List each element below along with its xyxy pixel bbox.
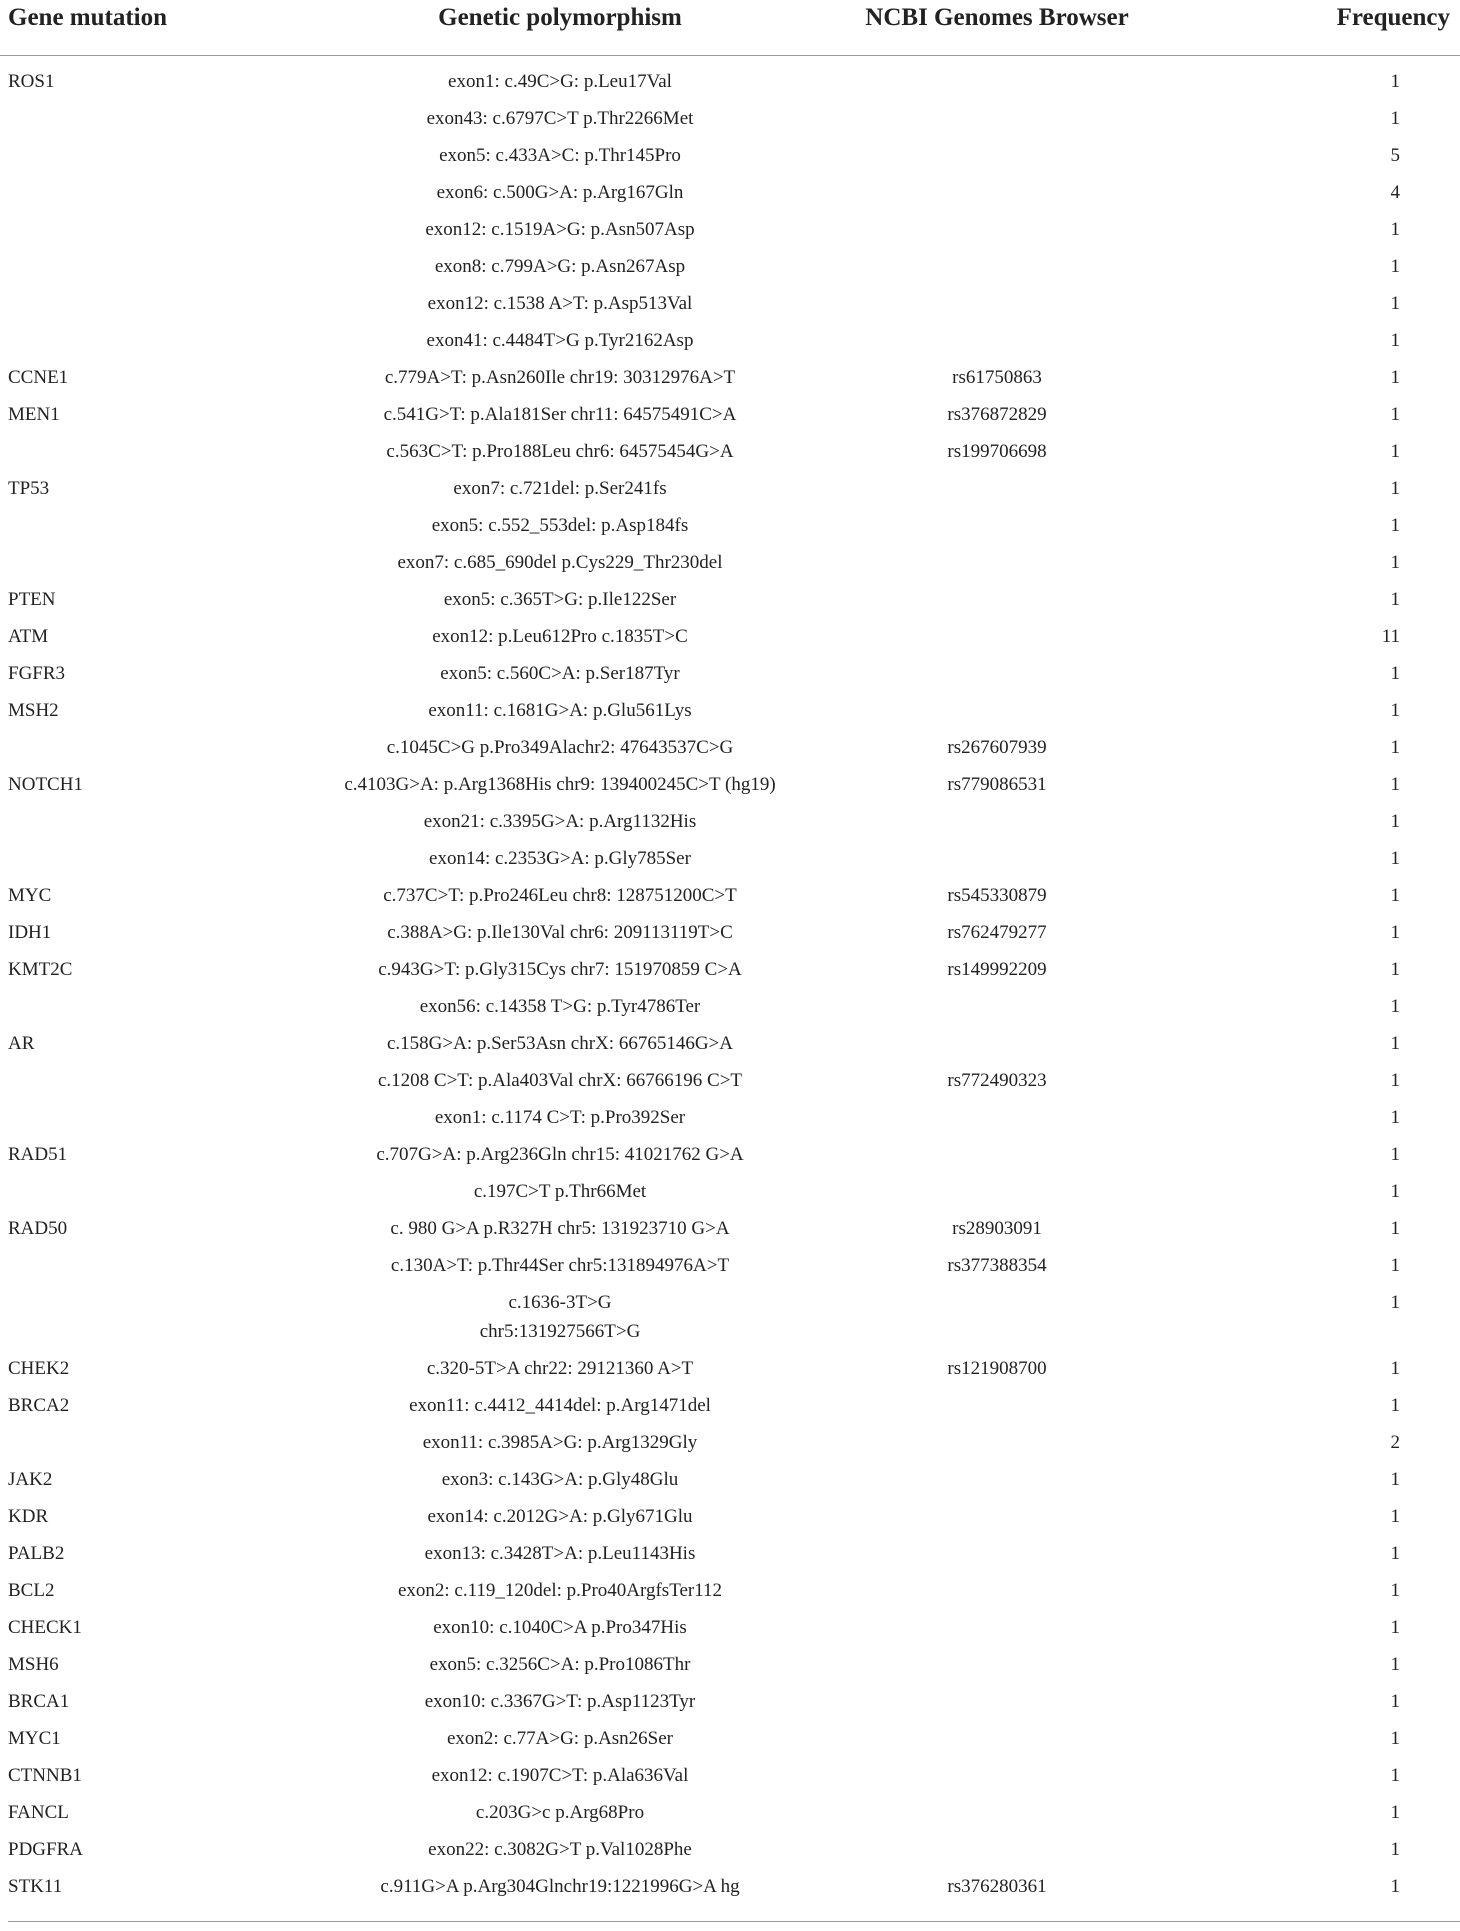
gene-mutation-cell: BRCA1	[8, 1691, 70, 1712]
frequency-cell: 1	[1390, 293, 1400, 314]
table-row	[0, 252, 1460, 289]
genetic-polymorphism-cell: exon21: c.3395G>A: p.Arg1132His	[423, 811, 697, 832]
gene-mutation-cell: PALB2	[8, 1543, 65, 1564]
table-row	[0, 178, 1460, 215]
gene-mutation-cell: RAD51	[8, 1144, 68, 1165]
frequency-cell: 1	[1390, 108, 1400, 129]
ncbi-id-cell	[820, 252, 1174, 289]
ncbi-id-cell	[820, 1428, 1174, 1465]
ncbi-id-cell	[820, 1177, 1174, 1214]
ncbi-id-cell	[820, 1502, 1174, 1539]
table-row	[0, 1613, 1460, 1650]
table-row	[0, 1288, 1460, 1354]
ncbi-id-cell	[820, 1103, 1174, 1140]
frequency-cell: 1	[1390, 1358, 1400, 1379]
frequency-cell: 1	[1390, 1395, 1400, 1416]
table-row	[0, 1251, 1460, 1288]
ncbi-id-cell	[820, 696, 1174, 733]
table-row	[0, 1687, 1460, 1724]
genetic-polymorphism-cell: c.779A>T: p.Asn260Ile chr19: 30312976A>T	[384, 367, 736, 388]
table-row	[0, 585, 1460, 622]
ncbi-id-cell: rs61750863	[952, 367, 1042, 388]
table-row	[0, 511, 1460, 548]
genetic-polymorphism-cell: c.707G>A: p.Arg236Gln chr15: 41021762 G>A	[376, 1144, 744, 1165]
frequency-cell: 1	[1390, 1654, 1400, 1675]
genetic-polymorphism-cell: exon12: c.1907C>T: p.Ala636Val	[431, 1765, 689, 1786]
genetic-polymorphism-cell: c.4103G>A: p.Arg1368His chr9: 139400245C>T (hg19)	[344, 774, 776, 795]
genetic-polymorphism-cell: exon12: p.Leu612Pro c.1835T>C	[432, 626, 688, 647]
frequency-cell: 1	[1390, 71, 1400, 92]
ncbi-id-cell	[820, 622, 1174, 659]
genetic-polymorphism-cell: exon11: c.3985A>G: p.Arg1329Gly	[422, 1432, 698, 1453]
genetic-polymorphism-cell: exon11: c.4412_4414del: p.Arg1471del	[409, 1395, 711, 1416]
ncbi-id-cell: rs376872829	[947, 404, 1047, 425]
table-row	[0, 474, 1460, 511]
gene-mutation-cell: KMT2C	[8, 959, 73, 980]
frequency-cell: 1	[1390, 1255, 1400, 1276]
header-frequency: Frequency	[1174, 0, 1460, 56]
ncbi-id-cell: rs762479277	[947, 922, 1047, 943]
frequency-cell: 1	[1390, 1802, 1400, 1823]
ncbi-id-cell	[820, 1650, 1174, 1687]
ncbi-id-cell	[820, 1687, 1174, 1724]
genetic-polymorphism-cell: exon3: c.143G>A: p.Gly48Glu	[441, 1469, 679, 1490]
genetic-polymorphism-cell: c.203G>c p.Arg68Pro	[475, 1802, 645, 1823]
table-row	[0, 733, 1460, 770]
frequency-cell: 2	[1390, 1432, 1400, 1453]
table-row	[0, 992, 1460, 1029]
genetic-polymorphism-cell: exon5: c.560C>A: p.Ser187Tyr	[440, 663, 680, 684]
frequency-cell: 1	[1390, 552, 1400, 573]
genetic-polymorphism-cell: exon12: c.1519A>G: p.Asn507Asp	[425, 219, 695, 240]
frequency-cell: 1	[1390, 959, 1400, 980]
frequency-cell: 5	[1390, 145, 1400, 166]
ncbi-id-cell	[820, 289, 1174, 326]
table-row	[0, 437, 1460, 474]
genetic-polymorphism-cell: exon1: c.1174 C>T: p.Pro392Ser	[434, 1107, 686, 1128]
table-row	[0, 548, 1460, 585]
ncbi-id-cell: rs377388354	[947, 1255, 1047, 1276]
frequency-cell: 1	[1390, 774, 1400, 795]
ncbi-id-cell	[820, 1391, 1174, 1428]
frequency-cell: 1	[1390, 404, 1400, 425]
genetic-polymorphism-cell: c.943G>T: p.Gly315Cys chr7: 151970859 C>A	[378, 959, 742, 980]
table-row	[0, 215, 1460, 252]
table-row	[0, 881, 1460, 918]
ncbi-id-cell	[820, 807, 1174, 844]
table-row	[0, 289, 1460, 326]
ncbi-id-cell	[820, 1613, 1174, 1650]
table-row	[0, 1798, 1460, 1835]
ncbi-id-cell	[820, 1465, 1174, 1502]
ncbi-id-cell: rs267607939	[947, 737, 1047, 758]
frequency-cell: 1	[1390, 1070, 1400, 1091]
gene-mutation-cell	[0, 548, 300, 585]
table-row	[0, 1465, 1460, 1502]
gene-mutation-cell: NOTCH1	[8, 774, 83, 795]
gene-mutation-cell: MSH2	[8, 700, 59, 721]
frequency-cell: 1	[1390, 478, 1400, 499]
frequency-cell: 1	[1390, 663, 1400, 684]
table-row	[0, 56, 1460, 105]
genetic-polymorphism-cell: exon5: c.3256C>A: p.Pro1086Thr	[429, 1654, 691, 1675]
genetic-polymorphism-cell: c.1045C>G p.Pro349Alachr2: 47643537C>G	[386, 737, 734, 758]
genetic-polymorphism-cell	[300, 1288, 820, 1354]
gene-mutation-cell: MSH6	[8, 1654, 59, 1675]
frequency-cell: 1	[1390, 1839, 1400, 1860]
genetic-polymorphism-cell: c.158G>A: p.Ser53Asn chrX: 66765146G>A	[387, 1033, 733, 1054]
gene-mutation-cell	[0, 1066, 300, 1103]
table-row	[0, 844, 1460, 881]
table-row	[0, 141, 1460, 178]
frequency-cell: 1	[1390, 256, 1400, 277]
frequency-cell: 1	[1390, 848, 1400, 869]
genetic-polymorphism-cell: exon5: c.552_553del: p.Asp184fs	[431, 515, 689, 536]
genetic-polymorphism-cell: c.320-5T>A chr22: 29121360 A>T	[426, 1358, 694, 1379]
ncbi-id-cell: rs545330879	[947, 885, 1047, 906]
table-row	[0, 955, 1460, 992]
table-row	[0, 104, 1460, 141]
frequency-cell: 1	[1390, 367, 1400, 388]
frequency-cell: 1	[1390, 1506, 1400, 1527]
gene-mutation-cell	[0, 326, 300, 363]
ncbi-id-cell	[820, 659, 1174, 696]
genetic-polymorphism-cell: exon6: c.500G>A: p.Arg167Gln	[436, 182, 684, 203]
gene-mutation-cell: IDH1	[8, 922, 52, 943]
frequency-cell: 1	[1390, 1033, 1400, 1054]
ncbi-id-cell	[820, 104, 1174, 141]
genetic-polymorphism-cell: exon1: c.49C>G: p.Leu17Val	[448, 71, 672, 92]
table-row	[0, 1103, 1460, 1140]
gene-mutation-cell: MEN1	[8, 404, 60, 425]
frequency-cell: 1	[1390, 1617, 1400, 1638]
frequency-cell: 1	[1390, 1691, 1400, 1712]
genetic-polymorphism-cell: exon41: c.4484T>G p.Tyr2162Asp	[426, 330, 694, 351]
gene-mutation-cell	[0, 511, 300, 548]
gene-mutation-cell: RAD50	[8, 1218, 68, 1239]
ncbi-id-cell	[820, 1798, 1174, 1835]
ncbi-id-cell	[820, 511, 1174, 548]
ncbi-id-cell	[820, 141, 1174, 178]
genetic-polymorphism-cell: exon14: c.2353G>A: p.Gly785Ser	[429, 848, 691, 869]
genetic-polymorphism-cell: c.1208 C>T: p.Ala403Val chrX: 66766196 C>T	[377, 1070, 743, 1091]
genetic-polymorphism-cell: exon13: c.3428T>A: p.Leu1143His	[424, 1543, 696, 1564]
table-row	[0, 918, 1460, 955]
frequency-cell: 4	[1390, 182, 1400, 203]
genetic-polymorphism-cell: exon5: c.433A>C: p.Thr145Pro	[439, 145, 681, 166]
gene-mutation-cell	[0, 252, 300, 289]
gene-mutation-cell	[0, 1103, 300, 1140]
gene-mutation-cell: CHEK2	[8, 1358, 70, 1379]
genetic-polymorphism-cell: exon10: c.1040C>A p.Pro347His	[433, 1617, 687, 1638]
frequency-cell: 1	[1390, 1876, 1400, 1897]
ncbi-id-cell	[820, 326, 1174, 363]
table-row	[0, 1761, 1460, 1798]
table-row	[0, 1214, 1460, 1251]
frequency-cell: 1	[1390, 1580, 1400, 1601]
frequency-cell: 1	[1390, 1107, 1400, 1128]
frequency-cell: 1	[1390, 885, 1400, 906]
genetic-polymorphism-cell: c.197C>T p.Thr66Met	[473, 1181, 647, 1202]
table-row	[0, 1576, 1460, 1613]
frequency-cell: 1	[1390, 589, 1400, 610]
gene-mutation-cell: BRCA2	[8, 1395, 70, 1416]
ncbi-id-cell	[820, 1576, 1174, 1613]
table-row	[0, 1066, 1460, 1103]
table-row	[0, 1029, 1460, 1066]
gene-mutation-cell: CTNNB1	[8, 1765, 82, 1786]
gene-mutation-cell: TP53	[8, 478, 50, 499]
polymorphism-line-1: c.1636-3T>G	[508, 1292, 612, 1313]
frequency-cell: 1	[1390, 219, 1400, 240]
header-ncbi-genomes-browser: NCBI Genomes Browser	[820, 0, 1174, 56]
ncbi-id-cell	[820, 992, 1174, 1029]
frequency-cell: 1	[1390, 1292, 1400, 1313]
table-body	[0, 56, 1460, 1910]
gene-mutation-cell	[0, 1428, 300, 1465]
header-genetic-polymorphism: Genetic polymorphism	[300, 0, 820, 56]
genetic-polymorphism-cell: exon2: c.77A>G: p.Asn26Ser	[446, 1728, 674, 1749]
genetic-polymorphism-cell: c.911G>A p.Arg304Glnchr19:1221996G>A hg	[380, 1876, 740, 1897]
ncbi-id-cell: rs772490323	[947, 1070, 1047, 1091]
gene-mutation-cell: FANCL	[8, 1802, 69, 1823]
genetic-polymorphism-cell: exon7: c.721del: p.Ser241fs	[453, 478, 667, 499]
frequency-cell: 1	[1390, 1181, 1400, 1202]
frequency-cell: 1	[1390, 1765, 1400, 1786]
table-row	[0, 1650, 1460, 1687]
table-row	[0, 1428, 1460, 1465]
gene-mutation-cell: PDGFRA	[8, 1839, 83, 1860]
genetic-polymorphism-cell: exon43: c.6797C>T p.Thr2266Met	[426, 108, 694, 129]
header-gene-mutation: Gene mutation	[0, 0, 300, 56]
polymorphism-line-2: chr5:131927566T>G	[479, 1321, 641, 1342]
table-row	[0, 807, 1460, 844]
gene-mutation-cell: KDR	[8, 1506, 49, 1527]
table-row	[0, 1177, 1460, 1214]
gene-mutation-cell: MYC1	[8, 1728, 61, 1749]
genetic-polymorphism-cell: exon14: c.2012G>A: p.Gly671Glu	[427, 1506, 693, 1527]
table-row	[0, 1140, 1460, 1177]
gene-mutation-cell	[0, 215, 300, 252]
genetic-polymorphism-cell: exon2: c.119_120del: p.Pro40ArgfsTer112	[397, 1580, 723, 1601]
ncbi-id-cell	[820, 215, 1174, 252]
frequency-cell: 1	[1390, 330, 1400, 351]
gene-mutation-cell: MYC	[8, 885, 52, 906]
ncbi-id-cell	[820, 178, 1174, 215]
ncbi-id-cell	[820, 844, 1174, 881]
frequency-cell: 1	[1390, 1543, 1400, 1564]
genetic-polymorphism-cell: c.541G>T: p.Ala181Ser chr11: 64575491C>A	[383, 404, 737, 425]
ncbi-id-cell	[820, 1835, 1174, 1872]
frequency-cell: 1	[1390, 441, 1400, 462]
table-row	[0, 1539, 1460, 1576]
table-row	[0, 1835, 1460, 1872]
gene-mutation-cell: ATM	[8, 626, 49, 647]
table-row	[0, 1391, 1460, 1428]
table-row	[0, 1354, 1460, 1391]
gene-mutation-cell: PTEN	[8, 589, 56, 610]
gene-mutation-cell	[0, 733, 300, 770]
gene-mutation-cell: AR	[8, 1033, 35, 1054]
gene-mutation-cell: BCL2	[8, 1580, 55, 1601]
table-row	[0, 622, 1460, 659]
ncbi-id-cell: rs149992209	[947, 959, 1047, 980]
genetic-polymorphism-cell: exon8: c.799A>G: p.Asn267Asp	[434, 256, 686, 277]
genetic-polymorphism-cell: c.737C>T: p.Pro246Leu chr8: 128751200C>T	[383, 885, 737, 906]
genetic-polymorphism-cell: exon22: c.3082G>T p.Val1028Phe	[428, 1839, 692, 1860]
gene-mutation-cell	[0, 807, 300, 844]
table-row	[0, 400, 1460, 437]
genetic-polymorphism-cell: exon11: c.1681G>A: p.Glu561Lys	[428, 700, 692, 721]
genetic-polymorphism-cell: c. 980 G>A p.R327H chr5: 131923710 G>A	[390, 1218, 730, 1239]
genetic-polymorphism-cell: c.130A>T: p.Thr44Ser chr5:131894976A>T	[390, 1255, 730, 1276]
table-row	[0, 326, 1460, 363]
frequency-cell: 1	[1390, 1469, 1400, 1490]
table-row	[0, 696, 1460, 733]
genetic-polymorphism-cell: exon10: c.3367G>T: p.Asp1123Tyr	[424, 1691, 696, 1712]
gene-mutation-cell: ROS1	[8, 71, 55, 92]
ncbi-id-cell	[820, 56, 1174, 105]
frequency-cell: 1	[1390, 515, 1400, 536]
ncbi-id-cell	[820, 474, 1174, 511]
gene-mutation-cell	[0, 178, 300, 215]
frequency-cell: 1	[1390, 922, 1400, 943]
gene-mutation-cell: FGFR3	[8, 663, 66, 684]
gene-mutation-cell	[0, 992, 300, 1029]
genetic-polymorphism-cell: exon12: c.1538 A>T: p.Asp513Val	[427, 293, 693, 314]
gene-mutation-cell	[0, 289, 300, 326]
ncbi-id-cell: rs121908700	[947, 1358, 1047, 1379]
table-bottom-rule	[8, 1921, 1460, 1922]
genetic-polymorphism-cell: exon7: c.685_690del p.Cys229_Thr230del	[397, 552, 723, 573]
gene-mutation-cell: STK11	[8, 1876, 63, 1897]
gene-mutation-cell	[0, 1177, 300, 1214]
ncbi-id-cell: rs376280361	[947, 1876, 1047, 1897]
frequency-cell: 1	[1390, 996, 1400, 1017]
ncbi-id-cell: rs199706698	[947, 441, 1047, 462]
frequency-cell: 11	[1381, 626, 1400, 647]
genetic-polymorphism-cell: exon56: c.14358 T>G: p.Tyr4786Ter	[419, 996, 701, 1017]
gene-mutation-cell	[0, 1251, 300, 1288]
frequency-cell: 1	[1390, 700, 1400, 721]
genetic-polymorphism-cell: exon5: c.365T>G: p.Ile122Ser	[443, 589, 677, 610]
ncbi-id-cell: rs779086531	[947, 774, 1047, 795]
table-row	[0, 770, 1460, 807]
gene-mutation-cell	[0, 141, 300, 178]
ncbi-id-cell	[820, 548, 1174, 585]
ncbi-id-cell	[820, 1539, 1174, 1576]
genetic-polymorphism-cell: c.388A>G: p.Ile130Val chr6: 209113119T>C	[387, 922, 733, 943]
gene-mutation-cell	[0, 104, 300, 141]
frequency-cell: 1	[1390, 811, 1400, 832]
ncbi-id-cell	[820, 1288, 1174, 1354]
ncbi-id-cell: rs28903091	[952, 1218, 1042, 1239]
gene-mutation-cell: CCNE1	[8, 367, 69, 388]
table-row	[0, 1502, 1460, 1539]
frequency-cell: 1	[1390, 737, 1400, 758]
header-row	[0, 0, 1460, 56]
ncbi-id-cell	[820, 1761, 1174, 1798]
gene-mutation-cell: JAK2	[8, 1469, 53, 1490]
frequency-cell: 1	[1390, 1144, 1400, 1165]
gene-mutation-cell	[0, 844, 300, 881]
frequency-cell: 1	[1390, 1728, 1400, 1749]
gene-mutation-cell	[0, 1288, 300, 1354]
ncbi-id-cell	[820, 1724, 1174, 1761]
gene-mutation-cell	[0, 437, 300, 474]
table-row	[0, 659, 1460, 696]
table-row	[0, 1872, 1460, 1909]
frequency-cell: 1	[1390, 1218, 1400, 1239]
ncbi-id-cell	[820, 585, 1174, 622]
ncbi-id-cell	[820, 1029, 1174, 1066]
ncbi-id-cell	[820, 1140, 1174, 1177]
gene-mutation-cell: CHECK1	[8, 1617, 82, 1638]
genetic-polymorphism-cell: c.563C>T: p.Pro188Leu chr6: 64575454G>A	[386, 441, 734, 462]
table-row	[0, 363, 1460, 400]
table-row	[0, 1724, 1460, 1761]
